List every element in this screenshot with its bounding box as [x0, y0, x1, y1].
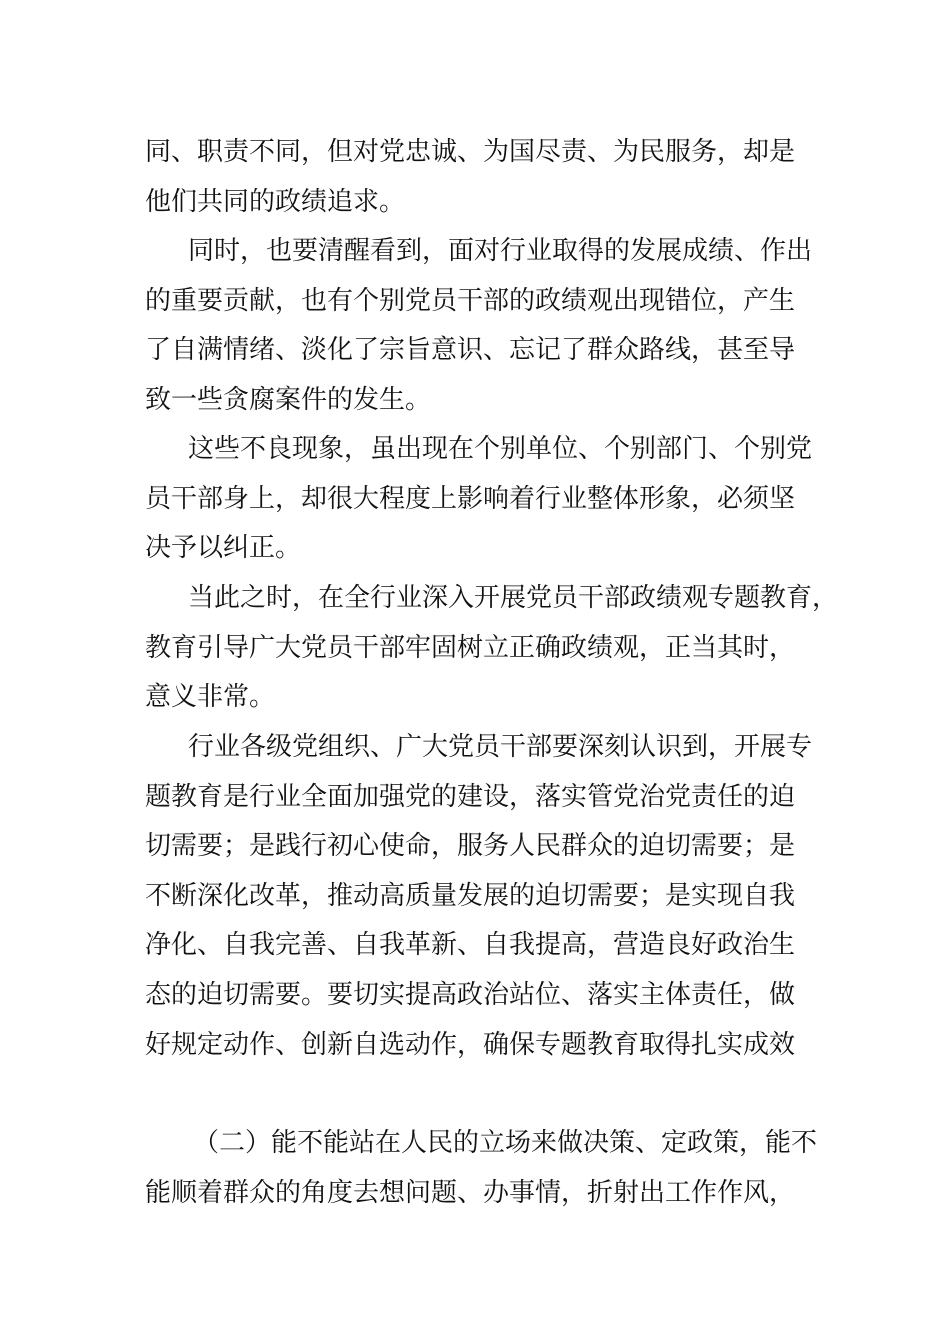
- paragraph-3: [145, 425, 815, 574]
- paragraph-6: [145, 1119, 818, 1218]
- text-line: 切需要；是践行初心使命，服务人民群众的迫切需要；是: [145, 831, 796, 862]
- text-line: 这些不良现象，虽出现在个别单位、个别部门、个别党: [188, 434, 813, 464]
- text-line: 意义非常。: [145, 682, 276, 713]
- paragraph-1: [145, 128, 815, 227]
- text-line: 的重要贡献，也有个别党员干部的政绩观出现错位，产生: [145, 285, 796, 316]
- text-line: 致一些贪腐案件的发生。: [145, 384, 432, 415]
- text-line: 行业各级党组织、广大党员干部要深刻认识到，开展专: [188, 732, 813, 762]
- text-line: 了自满情绪、淡化了宗旨意识、忘记了群众路线，甚至导: [145, 335, 796, 366]
- text-line: 态的迫切需要。要切实提高政治站位、落实主体责任，做: [145, 979, 796, 1010]
- text-line: 教育引导广大党员干部牢固树立正确政绩观，正当其时，: [145, 632, 796, 663]
- text-line: （二）能不能站在人民的立场来做决策、定政策，能不: [193, 1128, 818, 1158]
- text-line: 员干部身上，却很大程度上影响着行业整体形象，必须坚: [145, 483, 796, 514]
- paragraph-5: [145, 723, 815, 1070]
- text-line: 同时，也要清醒看到，面对行业取得的发展成绩、作出: [188, 236, 813, 266]
- text-line: 净化、自我完善、自我革新、自我提高，营造良好政治生: [145, 930, 796, 961]
- text-line: 能顺着群众的角度去想问题、办事情，折射出工作作风，: [145, 1177, 796, 1208]
- paragraph-4: [145, 574, 839, 723]
- text-line: 不断深化改革，推动高质量发展的迫切需要；是实现自我: [145, 880, 796, 911]
- text-line: 题教育是行业全面加强党的建设，落实管党治党责任的迫: [145, 781, 796, 812]
- text-line: 决予以纠正。: [145, 533, 302, 564]
- text-line: 当此之时，在全行业深入开展党员干部政绩观专题教育，: [188, 583, 839, 613]
- paragraph-2: [145, 227, 815, 425]
- text-line: 同、职责不同，但对党忠诚、为国尽责、为民服务，却是: [145, 137, 796, 167]
- text-line: 好规定动作、创新自选动作，确保专题教育取得扎实成效: [145, 1029, 796, 1060]
- text-line: 他们共同的政绩追求。: [145, 186, 406, 217]
